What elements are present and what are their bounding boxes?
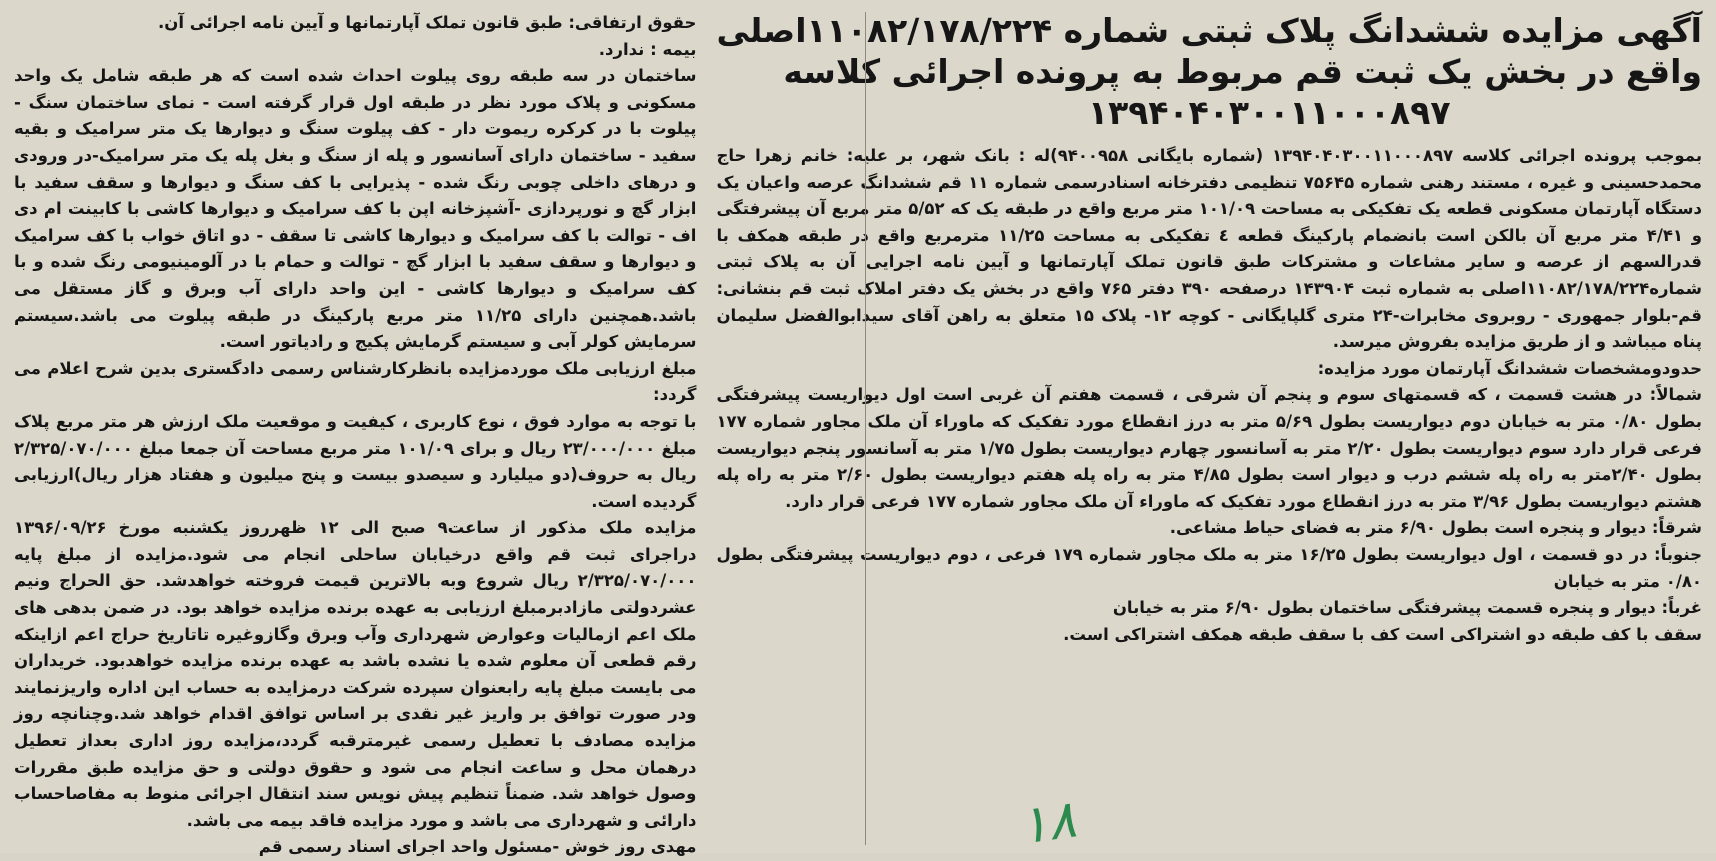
paragraph: غرباً: دیوار و پنجره قسمت پیشرفتگی ساختمان بطول ۶/۹۰ متر به خیابان	[1112, 598, 1702, 618]
paragraph: مبلغ ارزیابی ملک موردمزایده بانظرکارشناس رسمی دادگستری بدین شرح اعلام می گردد:	[14, 358, 697, 405]
signature-line: مهدی روز خوش -مسئول واحد اجرای اسناد رسمی قم	[258, 837, 697, 857]
left-column	[14, 10, 697, 857]
title-line: ۱۳۹۴۰۴۰۳۰۰۱۱۰۰۰۸۹۷	[1087, 93, 1451, 132]
column-divider	[865, 12, 866, 845]
paragraph: حدودومشخصات ششدانگ آپارتمان مورد مزایده:	[1317, 358, 1702, 378]
left-column-text	[14, 10, 696, 861]
paragraph: مزایده ملک مذکور از ساعت۹ صبح الی ۱۲ ظهرروز یکشنبه مورخ ۱۳۹۶/۰۹/۲۶ دراجرای ثبت قم واقع درخیابان ساحلی انجام می شود.مزایده از مبلغ پایه ۲/۳۲۵/۰۷۰/۰۰۰ ریال شروع وبه بالاترین قیمت فروخته خواهدشد. حق الحراج ونیم عشردولتی مازادبرمبلغ ارزیابی به عهده برنده مزایده خواهد بود. در ضمن بدهی های ملک اعم ازمالیات وعوارض شهرداری وآب وبرق وگازوغیره تاتاریخ حراج اعم ازاینکه رقم قطعی آن معلوم شده یا نشده باشد به عهده برنده مزایده خواهدبود. خریداران می بایست مبلغ پایه رابعنوان سپرده شرکت درمزایده به حساب این اداره واریزنمایند ودر صورت توافق بر واریز غیر نقدی بر اساس توافق اقدام خواهد شد.وچنانچه روز مزایده مصادف با تعطیل رسمی غیرمترقبه گردد،مزایده روز اداری بعداز تعطیل درهمان محل و ساعت انجام می شود و حقوق دولتی و حق مزایده طبق مقررات وصول خواهد شد. ضمناً تنظیم پیش نویس سند انتقال اجرائی منوط به مفاصاحساب دارائی و شهرداری می باشد و مورد مزایده فاقد بیمه می باشد.	[14, 518, 697, 830]
paragraph: با توجه به موارد فوق ، نوع کاربری ، کیفیت و موقعیت ملک ارزش هر متر مربع پلاک مبلغ ۲۳/۰۰۰/۰۰۰ ریال و برای ۱۰۱/۰۹ متر مربع مساحت آن جمعا مبلغ ۲/۳۲۵/۰۷۰/۰۰۰ ریال به حروف(دو میلیارد و سیصدو بیست و پنج میلیون و هفتاد هزار ریال)ارزیابی گردیده است.	[14, 411, 697, 511]
paragraph: بیمه : ندارد.	[598, 39, 697, 59]
paragraph: بموجب پرونده اجرائی کلاسه ۱۳۹۴۰۴۰۳۰۰۱۱۰۰۰۸۹۷ (شماره بایگانی ۹۴۰۰۹۵۸)له : بانک شهر، بر علیه: خانم زهرا حاج محمدحسینی و غیره ، مستند رهنی شماره ۷۵۶۴۵ تنظیمی دفترخانه اسنادرسمی شماره ۱۱ قم ششدانگ عرصه واعیان یک دستگاه آپارتمان مسکونی قطعه یک تفکیکی به مساحت ۱۰۱/۰۹ متر مربع واقع در طبقه یک که ۵/۵۲ متر مربع آن پیشرفتگی و ۴/۴۱ متر مربع آن بالکن است بانضمام پارکینگ قطعه ٤ تفکیکی به مساحت ۱۱/۲۵ مترمربع واقع در طبقه همکف با قدرالسهم از عرصه و سایر مشاعات و مشترکات طبق قانون تملک آپارتمانها و آیین نامه اجرایی آن به پلاک ثبتی شماره۱۱۰۸۲/۱۷۸/۲۲۴اصلی به شماره ثبت ۱۴۳۹۰۴ درصفحه ۳۹۰ دفتر ۷۶۵ واقع در بخش یک دفتر املاک ثبت قم بنشانی: قم-بلوار جمهوری - روبروی مخابرات-۲۴ متری گلپایگانی - کوچه ۱۲- پلاک ۱۵ متعلق به راهن آقای سیدابوالفضل سلیمان پناه میباشد و از طریق مزایده بفروش میرسد.	[716, 146, 1703, 352]
paragraph: شمالاً: در هشت قسمت ، که قسمتهای سوم و پنجم آن شرقی ، قسمت هفتم آن غربی است اول دیواریست پیشرفتگی بطول ۰/۸۰ متر به خیابان دوم دیواریست بطول ۵/۶۹ متر به درز انقطاع مورد تفکیک که ماوراء آن ملک مجاور شماره ۱۷۷ فرعی قرار دارد سوم دیواریست بطول ۲/۲۰ متر به آسانسور چهارم دیواریست بطول ۱/۷۵ متر به آسانسور پنجم دیواریست بطول ۲/۴۰متر به راه پله ششم درب و دیوار است بطول ۴/۸۵ متر به راه پله هفتم دیواریست بطول ۲/۶۰ متر به راه پله هشتم دیواریست بطول ۳/۹۶ متر به درز انقطاع مورد تفکیک که ماوراء آن ملک مجاور شماره ۱۷۷ فرعی قرار دارد.	[716, 385, 1703, 511]
notice-columns	[14, 10, 1703, 857]
title-line: آگهی مزایده ششدانگ پلاک ثبتی شماره ۱۱۰۸۲/۱۷۸/۲۲۴اصلی	[716, 11, 1702, 50]
paragraph: حقوق ارتفاقی: طبق قانون تملک آپارتمانها و آیین نامه اجرائی آن.	[158, 13, 697, 32]
paragraph: جنوباً: در دو قسمت ، اول دیواریست بطول ۱۶/۲۵ متر به ملک مجاور شماره ۱۷۹ فرعی ، دوم دیواریست پیشرفتگی بطول ۰/۸۰ متر به خیابان	[716, 544, 1702, 591]
paragraph: ساختمان در سه طبقه روی پیلوت احداث شده است که هر طبقه شامل یک واحد مسکونی و پلاک مورد نظر در طبقه اول قرار گرفته است - نمای ساختمان سنگ - پیلوت با در کرکره ریموت دار - کف پیلوت سنگ و دیوارها یک متر سرامیک و بقیه سفید - ساختمان دارای آسانسور و پله از سنگ و بغل پله یک متر سرامیک-در ورودی و درهای داخلی چوبی رنگ شده - پذیرایی با کف سنگ و دیوارها و سقف سفید با ابزار گچ و نورپردازی -آشپزخانه اپن با کف سرامیک و دیوارها کاشی با کابینت ام دی اف - توالت با کف سرامیک و دیوارها کاشی تا سقف - دو اتاق خواب با کف سرامیک و دیوارها و سقف سفید با ابزار گچ - توالت و حمام با در آلومینیومی رنگ شده و با کف سرامیک و دیوارها کاشی - این واحد دارای آب وبرق و گاز مستقل می باشد.همچنین دارای ۱۱/۲۵ متر مربع پارکینگ در طبقه پیلوت می باشد.سیستم سرمایش کولر آبی و سیستم گرمایش پکیج و رادیاتور است.	[14, 66, 697, 352]
paragraph: شرقاً: دیوار و پنجره است بطول ۶/۹۰ متر به فضای حیاط مشاعی.	[1169, 518, 1702, 538]
paragraph: سقف با کف طبقه دو اشتراکی است کف با سقف طبقه همکف اشتراکی است.	[1063, 624, 1702, 644]
handwritten-number: ۱۸	[1016, 789, 1080, 857]
title-line: واقع در بخش یک ثبت قم مربوط به پرونده اجرائی کلاسه	[783, 52, 1702, 91]
